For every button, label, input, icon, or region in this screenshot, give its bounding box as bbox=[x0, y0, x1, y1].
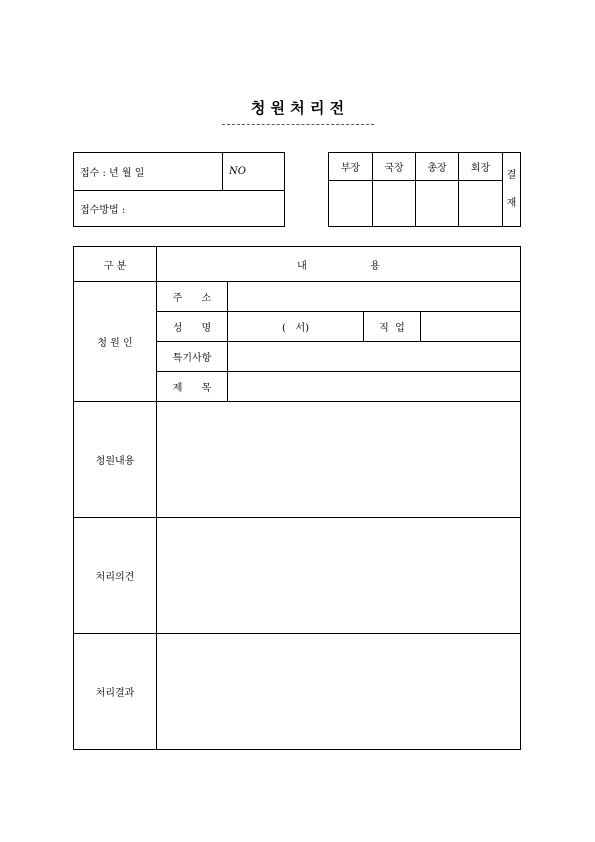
approval-stamp-label bbox=[503, 153, 521, 227]
approval-sign-manager[interactable] bbox=[329, 181, 373, 227]
address-label: 주 소 bbox=[157, 282, 228, 312]
notes-field[interactable] bbox=[228, 342, 521, 372]
approval-table bbox=[328, 152, 521, 227]
processing-opinion-label: 처리의견 bbox=[74, 518, 157, 634]
header-category: 구 분 bbox=[74, 247, 157, 282]
header-content: 내 용 bbox=[157, 247, 521, 282]
processing-result-label: 처리결과 bbox=[74, 634, 157, 750]
occupation-field[interactable] bbox=[421, 312, 521, 342]
notes-label: 특기사항 bbox=[157, 342, 228, 372]
approval-stamp-label-2: 재 bbox=[506, 197, 517, 209]
receipt-method-label: 접수방법 : bbox=[80, 205, 126, 216]
petition-content-field[interactable] bbox=[157, 402, 521, 518]
processing-opinion-field[interactable] bbox=[157, 518, 521, 634]
approval-sign-director[interactable] bbox=[373, 181, 416, 227]
receipt-no-label: NO bbox=[229, 166, 246, 177]
subject-field[interactable] bbox=[228, 372, 521, 402]
title-underline bbox=[222, 124, 374, 125]
name-field[interactable] bbox=[228, 312, 364, 342]
approval-sign-chairman[interactable] bbox=[459, 181, 503, 227]
approval-header-director: 국장 bbox=[373, 153, 416, 181]
seal-mark: ( 서) bbox=[282, 323, 309, 334]
approval-header-secretary-general: 총장 bbox=[416, 153, 459, 181]
receipt-date-label: 접수 : 년 월 일 bbox=[80, 168, 145, 179]
name-label: 성 명 bbox=[157, 312, 228, 342]
petition-main-table bbox=[73, 246, 521, 750]
subject-label: 제 목 bbox=[157, 372, 228, 402]
address-field[interactable] bbox=[228, 282, 521, 312]
receipt-table bbox=[73, 152, 285, 227]
approval-stamp-label-1: 결 bbox=[506, 169, 517, 181]
receipt-date-cell[interactable] bbox=[74, 153, 223, 191]
petition-content-label: 청원내용 bbox=[74, 402, 157, 518]
approval-header-manager: 부장 bbox=[329, 153, 373, 181]
document-title: 청 원 처 리 전 bbox=[250, 99, 345, 117]
petitioner-label: 청 원 인 bbox=[74, 282, 157, 402]
approval-sign-secretary-general[interactable] bbox=[416, 181, 459, 227]
receipt-no-cell[interactable] bbox=[223, 153, 285, 191]
approval-header-chairman: 회장 bbox=[459, 153, 503, 181]
receipt-method-cell[interactable] bbox=[74, 191, 285, 227]
occupation-label: 직 업 bbox=[364, 312, 421, 342]
processing-result-field[interactable] bbox=[157, 634, 521, 750]
